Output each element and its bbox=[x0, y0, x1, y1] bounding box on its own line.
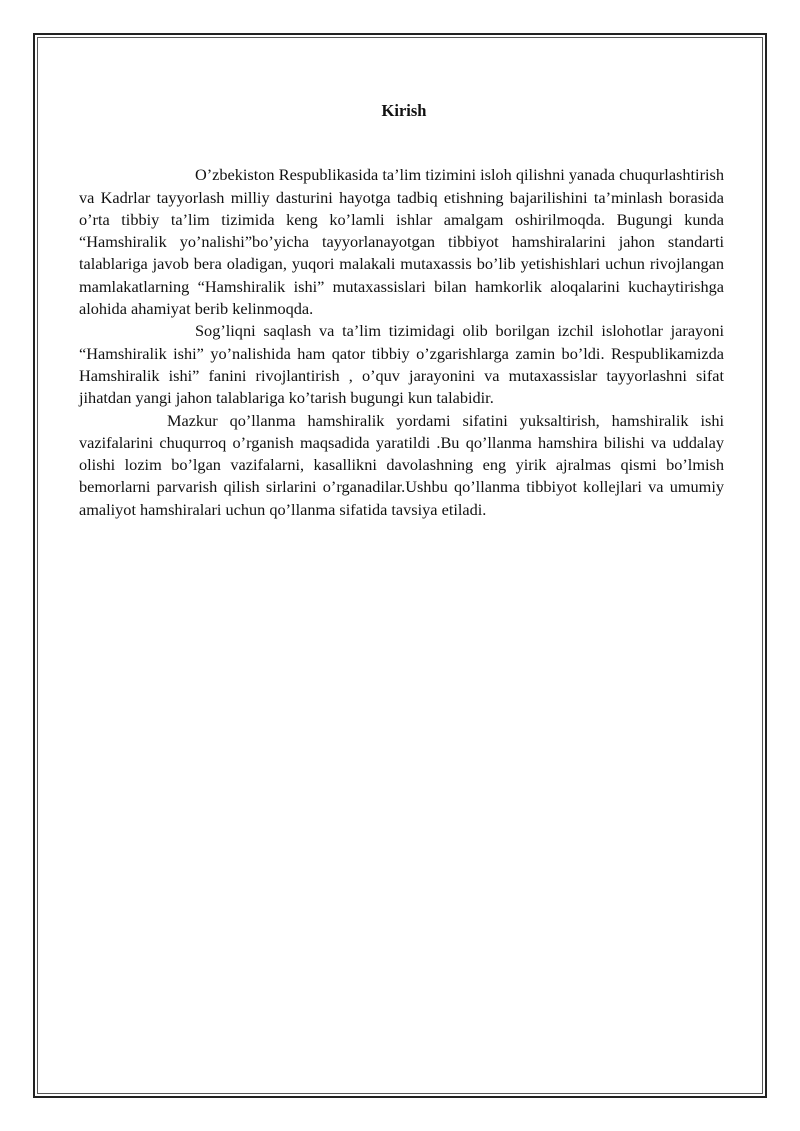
paragraph-3: Mazkur qo’llanma hamshiralik yordami sifatini yuksaltirish, hamshiralik ishi vazifalarini chuqurroq o’rganish maqsadida yaratildi .Bu qo’llanma hamshira bilishi va uddalay olishi lozim bo’lgan vazifalarni, kasallikni davolashning eng yirik ajralmas qismi bo’lmish bemorlarni parvarish qilish sirlarini o’rganadilar.Ushbu qo’llanma tibbiyot kollejlari va umumiy amaliyot hamshiralari uchun qo’llanma sifatida tavsiya etiladi. bbox=[79, 410, 724, 519]
paragraph-2: Sog’liqni saqlash va ta’lim tizimidagi olib borilgan izchil islohotlar jarayoni “Hamshiralik ishi” yo’nalishida ham qator tibbiy o’zgarishlarga zamin bo’ldi. Respublikamizda Hamshiralik ishi” fanini rivojlantirish , o’quv jarayonini va mutaxassislar tayyorlashni sifat jihatdan yangi jahon talablariga ko’tarish bugungi kun talabidir. bbox=[79, 321, 724, 408]
document-body bbox=[79, 100, 724, 521]
paragraph-1: O’zbekiston Respublikasida ta’lim tizimini isloh qilishni yanada chuqurlashtirish va Kadrlar tayyorlash milliy dasturini hayotga tadbiq etishning bajarilishini ta’minlash borasida o’rta tibbiy ta’lim tizimida keng ko’lamli ishlar amalgam oshirilmoqda. Bugungi kunda “Hamshiralik yo’nalishi”bo’yicha tayyorlanayotgan tibbiyot hamshiralarini jahon standarti talablariga javob bera oladigan, yuqori malakali mutaxassis bo’lib yetishishlari uchun rivojlangan mamlakatlarning “Hamshiralik ishi” mutaxassislari bilan hamkorlik aloqalarini kuchaytirishga alohida ahamiyat berib kelinmoqda. bbox=[79, 165, 724, 319]
document-title: Kirish bbox=[381, 101, 427, 120]
